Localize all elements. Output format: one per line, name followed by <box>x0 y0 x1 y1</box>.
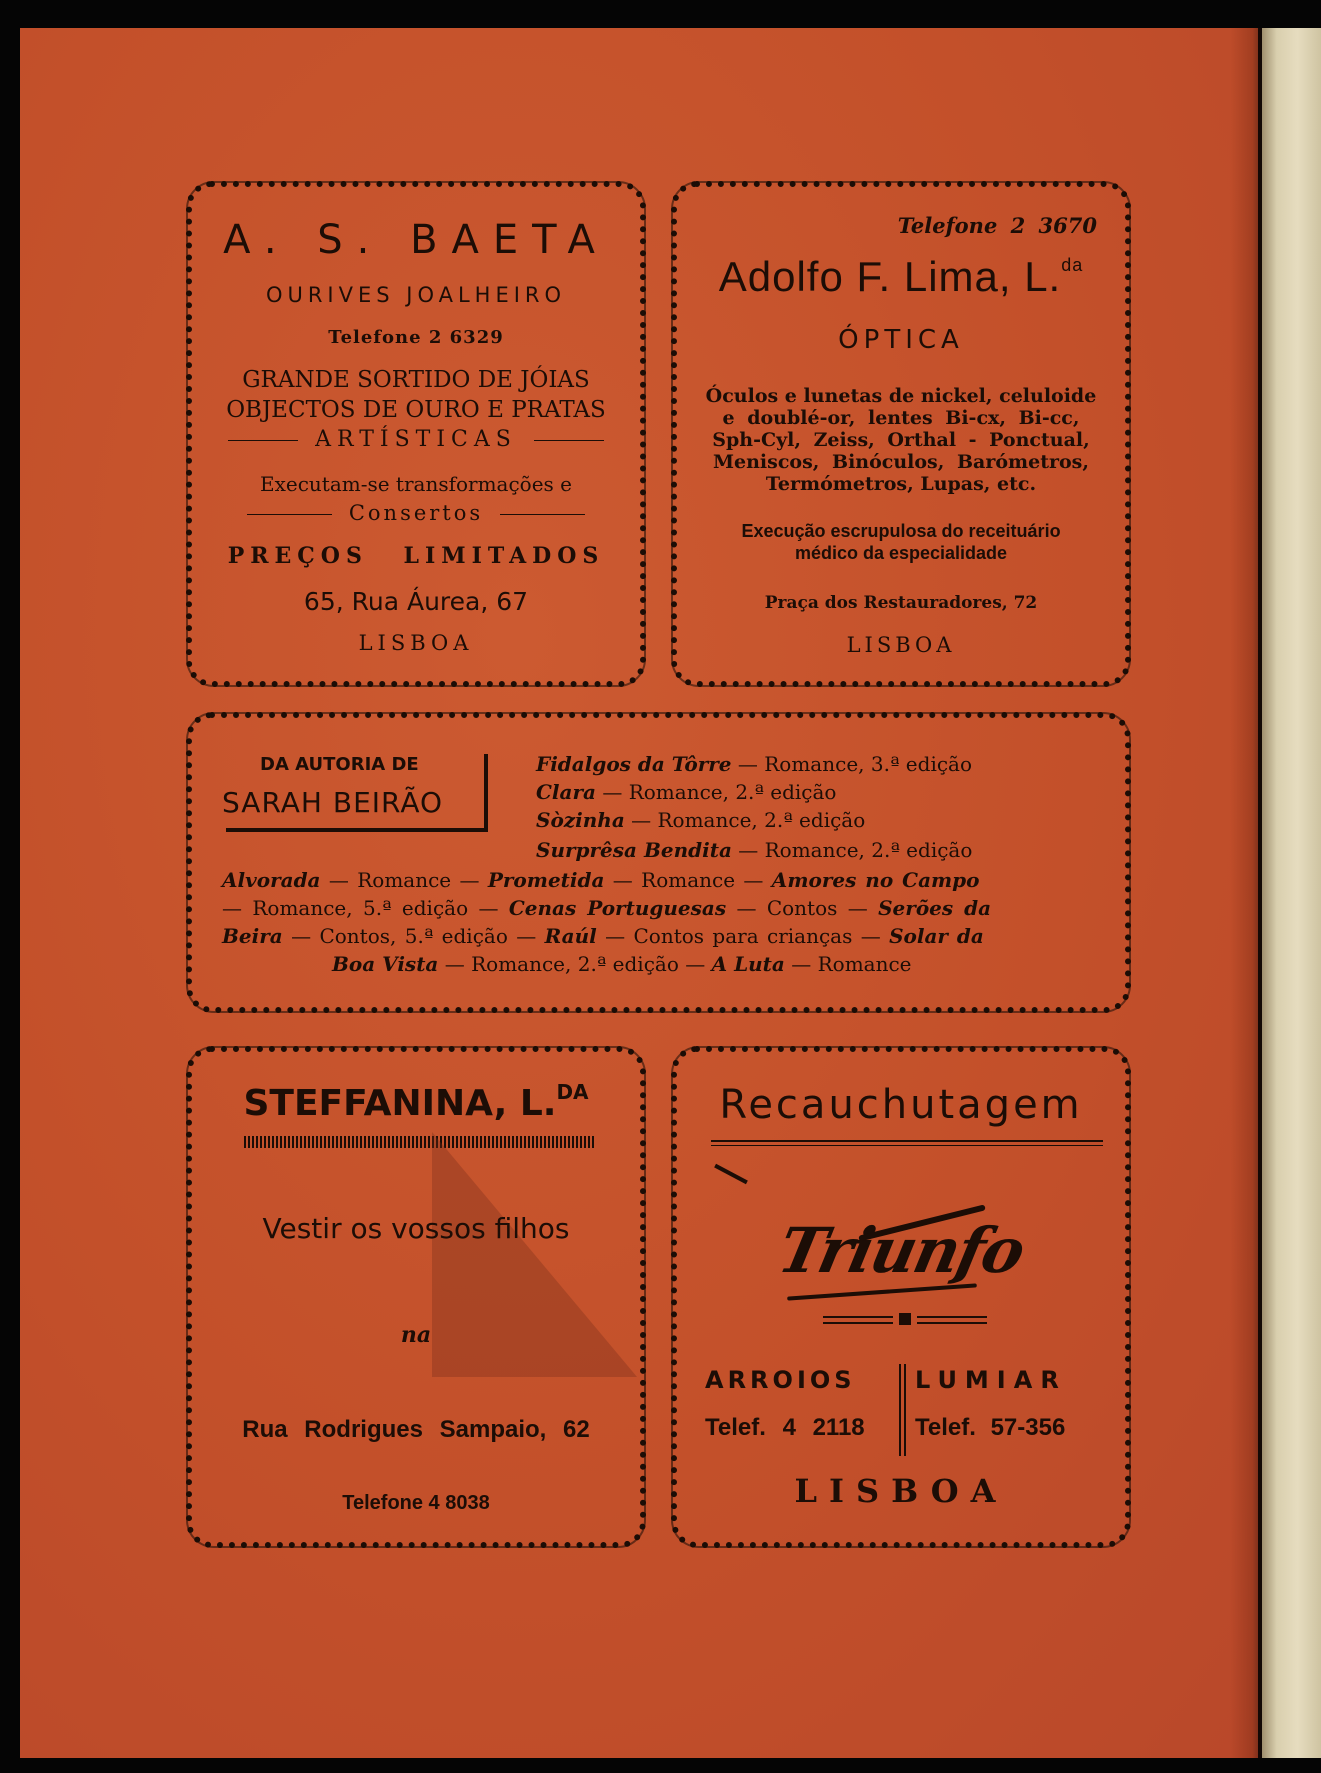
beirao-book3 <box>536 808 865 832</box>
book-title: Boa Vista <box>332 952 439 976</box>
baeta-line1: GRANDE SORTIDO DE JÓIAS <box>242 367 590 393</box>
divider-rule <box>228 440 298 441</box>
next-page-edge <box>1262 28 1321 1758</box>
book-info: — Romance, 2.ª edição <box>595 780 837 804</box>
steffanina-na: na <box>400 1322 432 1348</box>
beirao-intro: DA AUTORIA DE <box>260 754 419 775</box>
book-info: — Romance, 2.ª edição <box>731 838 973 862</box>
ornament-square <box>899 1313 911 1325</box>
ornament-line <box>823 1322 893 1324</box>
baeta-city: LISBOA <box>358 631 474 655</box>
beirao-book2 <box>536 780 836 804</box>
baeta-line3-row <box>192 427 640 452</box>
column-divider <box>899 1364 901 1456</box>
book-title: Solar da <box>889 924 984 948</box>
author-bracket-vertical <box>484 754 488 830</box>
book-title: Amores no Campo <box>771 868 980 892</box>
book-info: — Romance, 5.ª edição — <box>222 896 509 920</box>
ad-beirao <box>186 712 1131 1013</box>
book-info: — Romance — <box>320 868 488 892</box>
steffanina-name-sup: DA <box>556 1080 589 1104</box>
book-title: Alvorada <box>222 868 321 892</box>
steffanina-slogan: Vestir os vossos filhos <box>262 1212 570 1245</box>
book-title: Cenas Portuguesas <box>508 896 727 920</box>
book-info: — Contos — <box>726 896 879 920</box>
lima-desc5: Termómetros, Lupas, etc. <box>765 473 1037 495</box>
baeta-line5-row <box>192 501 640 525</box>
book-title: Surprêsa Bendita <box>536 838 732 862</box>
book-title: Raúl <box>544 924 597 948</box>
divider-rule <box>247 514 332 515</box>
baeta-address: 65, Rua Áurea, 67 <box>303 587 529 616</box>
title-underline <box>711 1145 1103 1146</box>
steffanina-name: STEFFANINA, L. <box>243 1083 557 1124</box>
baeta-line4: Executam-se transformações e <box>259 472 573 496</box>
triunfo-title: Recauchutagem <box>719 1082 1083 1128</box>
steffanina-hatched-rule <box>244 1136 594 1148</box>
book-info: — Romance, 2.ª edição — <box>438 952 712 976</box>
book-title: Beira <box>222 924 283 948</box>
column-divider <box>904 1364 906 1456</box>
lima-desc1: Óculos e lunetas de nickel, celuloide <box>705 385 1097 407</box>
lima-trade: ÓPTICA <box>838 325 964 355</box>
book-info: — Romance, 3.ª edição <box>731 752 973 776</box>
ad-lima <box>671 181 1131 687</box>
baeta-line2: OBJECTOS DE OURO E PRATAS <box>226 397 606 423</box>
book-info: — Romance <box>784 952 912 976</box>
baeta-prices: PREÇOS LIMITADOS <box>227 543 605 569</box>
beirao-line5 <box>222 868 980 892</box>
ad-baeta <box>186 181 646 687</box>
lima-address: Praça dos Restauradores, 72 <box>764 593 1038 613</box>
lima-desc3: Sph-Cyl, Zeiss, Orthal - Ponctual, <box>712 429 1090 451</box>
lima-name-sup: da <box>1061 255 1084 275</box>
steffanina-address: Rua Rodrigues Sampaio, 62 <box>242 1416 590 1443</box>
book-title: Sòzinha <box>536 808 625 832</box>
divider-rule <box>500 514 585 515</box>
baeta-name: A. S. BAETA <box>223 217 609 263</box>
beirao-book1 <box>536 752 972 776</box>
ad-triunfo <box>671 1046 1131 1548</box>
steffanina-phone: Telefone 4 8038 <box>342 1492 490 1514</box>
baeta-trade: OURIVES JOALHEIRO <box>265 283 567 307</box>
ad-steffanina <box>186 1046 646 1548</box>
baeta-line3: ARTÍSTICAS <box>315 427 517 452</box>
ornament-line <box>917 1322 987 1324</box>
baeta-phone: Telefone 2 6329 <box>328 327 504 348</box>
beirao-author: SARAH BEIRÃO <box>222 786 444 819</box>
page-fold-shadow <box>1230 28 1262 1758</box>
triunfo-tel2: Telef. 57-356 <box>915 1414 1066 1441</box>
baeta-line5: Consertos <box>348 501 484 525</box>
beirao-book4 <box>536 838 972 862</box>
lima-name-row <box>677 253 1125 301</box>
beirao-line8 <box>332 952 912 976</box>
lima-desc2: e doublé-or, lentes Bi-cx, Bi-cc, <box>722 407 1080 429</box>
lima-exec1: Execução escrupulosa do receituário <box>741 521 1061 541</box>
book-info: — Contos, 5.ª edição — <box>282 924 545 948</box>
book-title: Clara <box>536 780 596 804</box>
ornament-line <box>823 1316 893 1318</box>
divider-rule <box>534 440 604 441</box>
ornament-line <box>917 1316 987 1318</box>
author-bracket-horizontal <box>226 828 488 832</box>
triunfo-tel1: Telef. 4 2118 <box>705 1414 865 1441</box>
lima-phone: Telefone 2 3670 <box>897 213 1097 238</box>
book-info: — Romance, 2.ª edição <box>624 808 866 832</box>
book-info: — Contos para crianças — <box>596 924 890 948</box>
title-underline <box>711 1140 1103 1142</box>
triunfo-loc2: LUMIAR <box>915 1366 1067 1394</box>
steffanina-name-row <box>192 1080 640 1124</box>
book-title: A Luta <box>711 952 785 976</box>
decorative-stroke <box>714 1164 748 1184</box>
book-title: Serões da <box>878 896 992 920</box>
book-title: Fidalgos da Tôrre <box>536 752 732 776</box>
lima-exec2: médico da especialidade <box>794 543 1008 563</box>
lima-city: LISBOA <box>846 633 956 657</box>
triunfo-city: LISBOA <box>794 1472 1008 1510</box>
lima-desc4: Meniscos, Binóculos, Barómetros, <box>713 451 1089 473</box>
book-info: — Romance — <box>604 868 772 892</box>
lima-name: Adolfo F. Lima, L. <box>718 253 1062 300</box>
triunfo-logo: Triunfo <box>772 1214 1030 1287</box>
triunfo-loc1: ARROIOS <box>705 1366 856 1394</box>
book-title: Prometida <box>487 868 605 892</box>
beirao-line6 <box>222 896 991 920</box>
beirao-line7 <box>222 924 984 948</box>
